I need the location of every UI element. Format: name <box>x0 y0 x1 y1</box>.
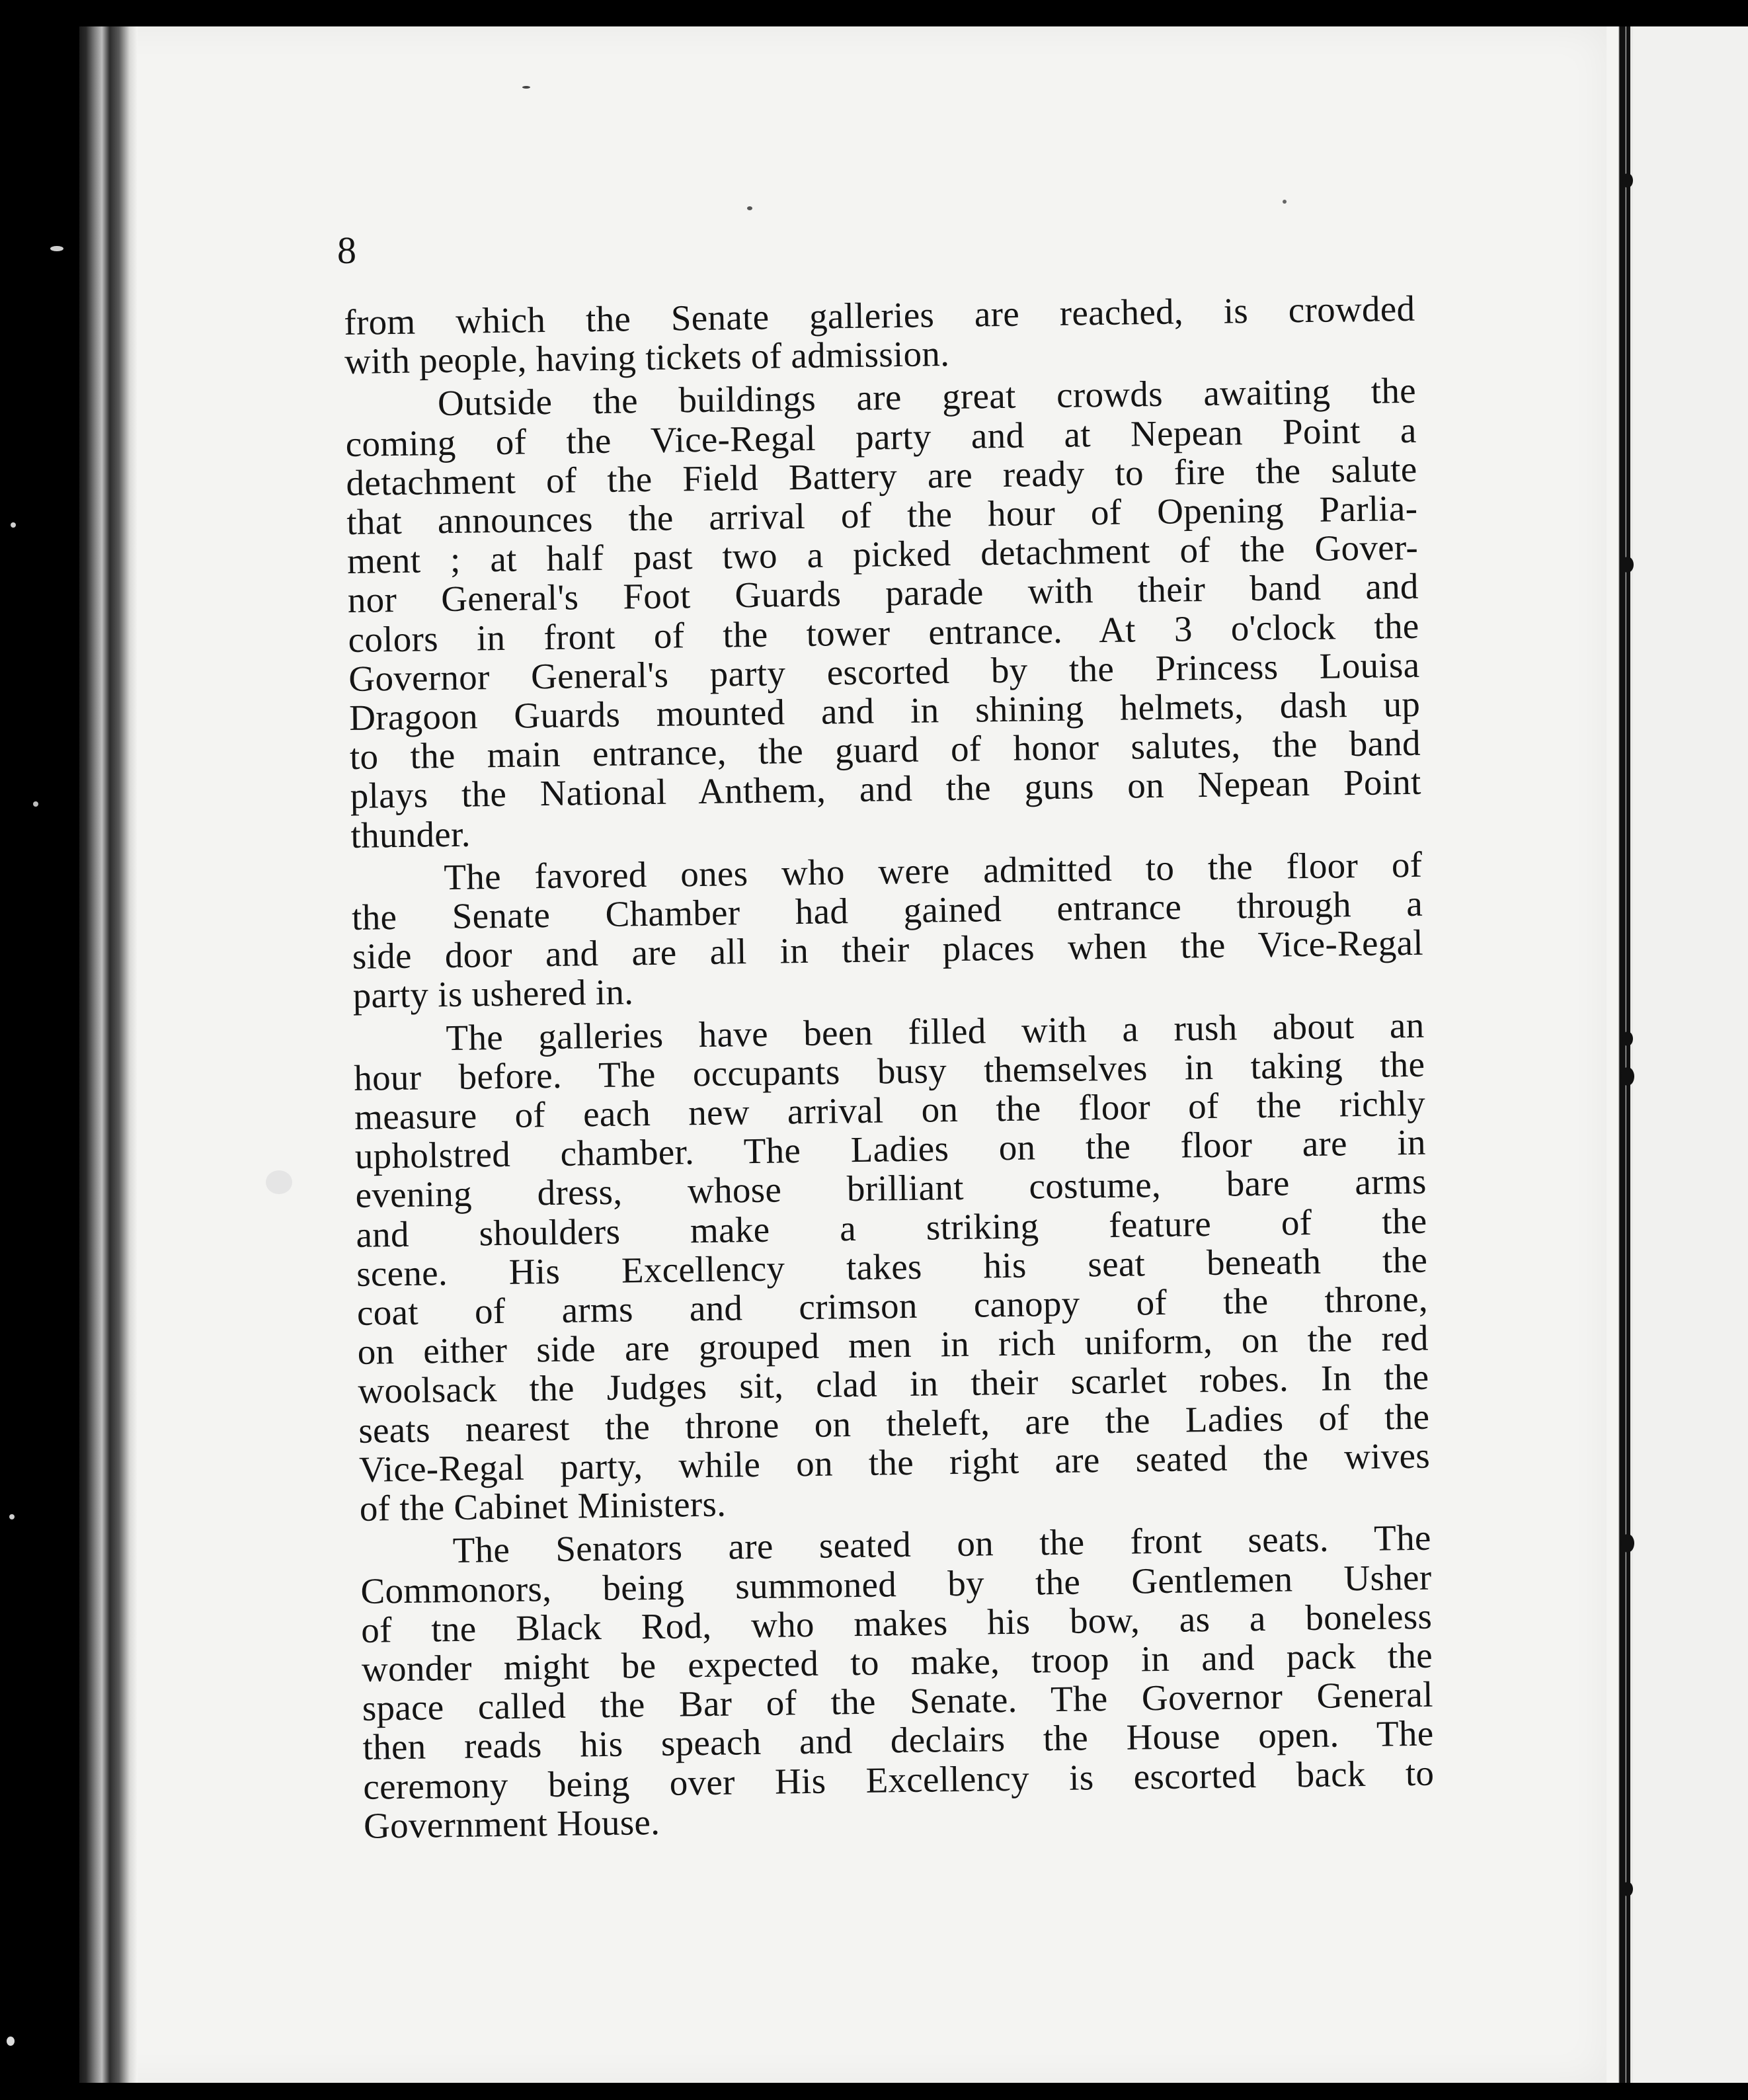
text-line: seats nearest the throne on theleft, are the Ladies of the <box>358 1396 1430 1451</box>
margin-speck <box>50 246 63 251</box>
adjacent-page-rule <box>1626 26 1630 2083</box>
text-line: woolsack the Judges sit, clad in their scarlet robes. In the <box>358 1357 1429 1412</box>
text-line: to the main entrance, the guard of honor salutes, the band <box>349 722 1421 778</box>
text-line: measure of each new arrival on the floor of the richly <box>354 1082 1426 1137</box>
text-line: from which the Senate galleries are reached, is crowded <box>343 288 1415 343</box>
text-line: the Senate Chamber had gained entrance through a <box>351 883 1423 938</box>
text-line: Dragoon Guards mounted and in shining helmets, dash up <box>348 683 1421 738</box>
text-line: that announces the arrival of the hour of Opening Parlia- <box>346 487 1418 542</box>
adjacent-page-strip <box>1633 26 1748 2083</box>
page-binding-edge <box>79 26 138 2083</box>
text-line: coat of arms and crimson canopy of the throne, <box>356 1278 1429 1333</box>
text-line: The favored ones who were admitted to the floor of <box>443 844 1423 897</box>
paragraph <box>351 845 1424 1016</box>
text-line: hour before. The occupants busy themselves in taking the <box>353 1043 1425 1098</box>
rule-mark <box>1622 173 1633 188</box>
text-line: Vice-Regal party, while on the right are seated the wives <box>358 1435 1431 1490</box>
body-text <box>344 289 1435 1849</box>
text-line: and shoulders make a striking feature of the <box>356 1200 1427 1255</box>
text-line: Governor General's party escorted by the Princess Louisa <box>348 644 1420 699</box>
text-line: wonder might be expected to make, troop in and pack the <box>361 1635 1433 1689</box>
text-line: side door and are all in their places when the Vice-Regal <box>352 922 1424 977</box>
page-speck <box>747 206 752 210</box>
paragraph <box>360 1518 1435 1845</box>
text-line: space called the Bar of the Senate. The Governor General <box>362 1674 1434 1728</box>
margin-speck <box>11 522 16 528</box>
margin-speck <box>33 801 38 807</box>
text-line: evening dress, whose brilliant costume, bare arms <box>355 1161 1427 1216</box>
paragraph <box>345 371 1422 855</box>
text-line: then reads his speach and declairs the House open. The <box>362 1713 1434 1768</box>
rule-mark <box>1622 1031 1633 1046</box>
paragraph <box>344 289 1415 382</box>
text-line: coming of the Vice-Regal party and at Nepean Point a <box>345 409 1417 464</box>
text-line: nor General's Foot Guards parade with their band and <box>347 566 1419 621</box>
text-line: scene. His Excellency takes his seat beneath the <box>356 1239 1428 1294</box>
text-line: The Senators are seated on the front seats. The <box>452 1517 1431 1571</box>
text-line: Government House. <box>363 1801 660 1846</box>
page-speck <box>522 86 530 89</box>
margin-speck <box>7 2037 15 2046</box>
rule-mark <box>1622 1882 1633 1896</box>
text-line: of the Cabinet Ministers. <box>359 1483 727 1529</box>
margin-speck <box>9 1514 15 1519</box>
text-line: party is ushered in. <box>352 971 634 1016</box>
page-number: 8 <box>337 229 356 272</box>
text-line: colors in front of the tower entrance. At 3 o'clock the <box>348 605 1419 660</box>
text-line: The galleries have been filled with a rush about an <box>446 1004 1425 1058</box>
text-line: Commonors, being summoned by the Gentlemen Usher <box>360 1556 1432 1611</box>
text-line: of tne Black Rod, who makes his bow, as a boneless <box>360 1595 1433 1650</box>
text-line: ceremony being over His Excellency is escorted back to <box>362 1752 1435 1807</box>
paragraph <box>353 1005 1431 1528</box>
text-line: on either side are grouped men in rich uniform, on the red <box>357 1317 1429 1373</box>
text-line: with people, having tickets of admission. <box>344 333 950 382</box>
page-speck <box>1283 200 1287 204</box>
text-line: upholstred chamber. The Ladies on the floor are in <box>354 1121 1427 1177</box>
rule-mark <box>1621 1067 1634 1086</box>
rule-mark <box>1621 1534 1634 1553</box>
margin-speck <box>266 1170 292 1194</box>
text-line: thunder. <box>350 813 471 856</box>
text-line: plays the National Anthem, and the guns on Nepean Point <box>350 762 1422 817</box>
text-line: Outside the buildings are great crowds awaiting the <box>437 370 1417 424</box>
rule-mark <box>1622 557 1634 573</box>
text-line: ment ; at half past two a picked detachment of the Gover- <box>346 526 1419 582</box>
text-line: detachment of the Field Battery are ready to fire the salute <box>346 448 1417 503</box>
